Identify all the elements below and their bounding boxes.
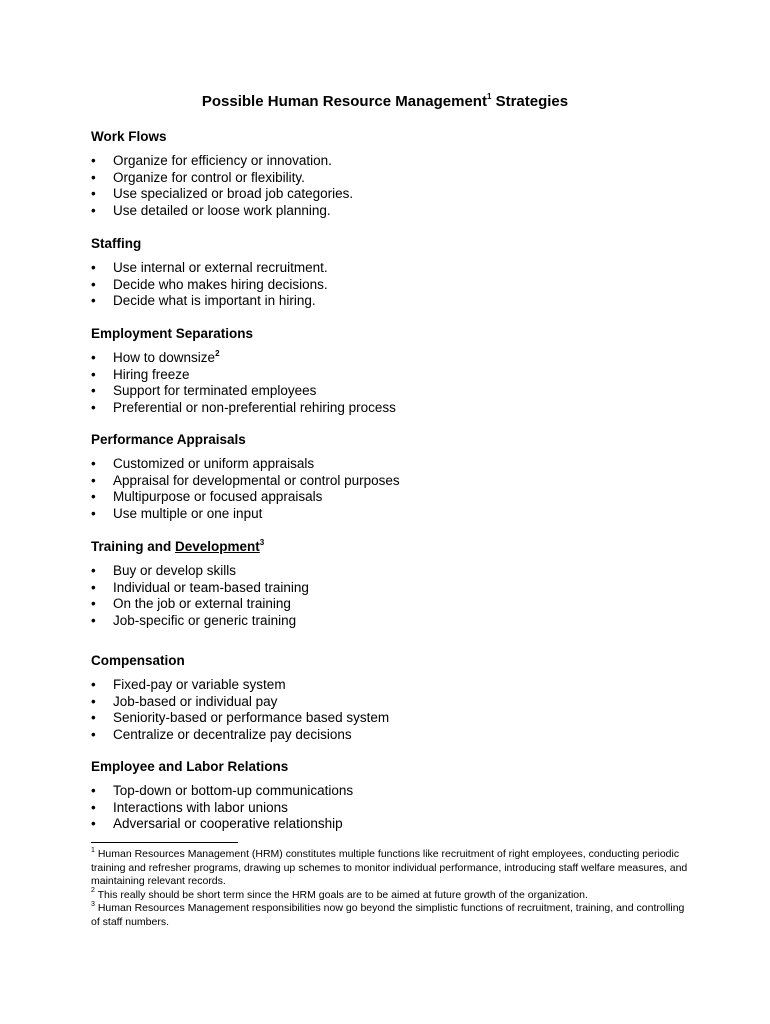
footnotes [91, 848, 691, 929]
list-item: • Preferential or non-preferential rehiring process [91, 399, 396, 415]
list-item: • Buy or develop skills [91, 563, 237, 578]
list-item: • Customized or uniform appraisals [91, 456, 315, 471]
bullet-icon: • [91, 293, 96, 308]
bullet-icon: • [91, 579, 96, 595]
list-item: • Job-specific or generic training [91, 612, 297, 628]
list-item: • Top-down or bottom-up communications [91, 783, 354, 798]
section-performance-appraisals [91, 432, 731, 522]
footnote-3: $^3$ Human Resources Management responsibilities now go beyond the simplistic functions of recruitment, training, and controlling of staff numbers. [91, 900, 685, 928]
footnote-separator [91, 842, 238, 843]
section-heading: Employment Separations [91, 326, 254, 341]
section-heading: Work Flows [91, 129, 167, 144]
bullet-icon: • [91, 799, 96, 815]
section-heading: Staffing [91, 236, 142, 251]
section-compensation [91, 653, 731, 743]
list-item: • Job-based or individual pay [91, 693, 278, 709]
list-item: • Use detailed or loose work planning. [91, 202, 331, 218]
bullet-icon: • [91, 383, 96, 398]
page-title [0, 93, 770, 111]
footnote-2: $^2$ This really should be short term since the HRM goals are to be aimed at future growth of the organization. [91, 887, 588, 901]
list-item: • Adversarial or cooperative relationship [91, 816, 343, 831]
bullet-icon: • [91, 710, 96, 725]
bullet-icon: • [91, 186, 96, 201]
list-item: • Use specialized or broad job categories. [91, 186, 354, 201]
bullet-icon: • [91, 693, 96, 709]
list-item: • Decide what is important in hiring. [91, 293, 316, 308]
list-item: • Use multiple or one input [91, 505, 263, 521]
footnote-ref[interactable]: 3 [259, 537, 265, 547]
bullet-icon: • [91, 169, 96, 185]
bullet-list [91, 350, 731, 416]
footnote-1: $^1$ Human Resources Management (HRM) constitutes multiple functions like recruitment of right employees, conducting periodic training and refresher programs, drawing up schemes to monitor individual performance, introducing staff welfare measures, and maintaining relevant records. [91, 846, 688, 887]
list-item: • Support for terminated employees [91, 383, 317, 398]
bullet-list [91, 783, 731, 833]
section-heading: Performance Appraisals [91, 432, 246, 447]
bullet-list [91, 677, 731, 743]
list-item: • Appraisal for developmental or control purposes [91, 472, 400, 488]
list-item: • Organize for efficiency or innovation. [91, 153, 332, 168]
bullet-list [91, 563, 731, 629]
bullet-icon: • [91, 612, 96, 628]
bullet-icon: • [91, 505, 96, 521]
list-item: • Fixed-pay or variable system [91, 677, 286, 692]
bullet-icon: • [91, 153, 96, 168]
section-work-flows [91, 129, 731, 219]
list-item: • Interactions with labor unions [91, 799, 288, 815]
list-item: • Use internal or external recruitment. [91, 260, 328, 275]
bullet-icon: • [91, 276, 96, 292]
bullet-icon: • [91, 563, 96, 578]
section-employee-labor-relations [91, 759, 731, 833]
list-item: • Decide who makes hiring decisions. [91, 276, 328, 292]
bullet-icon: • [91, 399, 96, 415]
section-employment-separations [91, 326, 731, 416]
bullet-icon: • [91, 260, 96, 275]
list-item: • Hiring freeze [91, 366, 190, 382]
list-item: • Multipurpose or focused appraisals [91, 489, 323, 504]
bullet-list [91, 456, 731, 522]
list-item: • Individual or team-based training [91, 579, 309, 595]
list-item: • Centralize or decentralize pay decisions [91, 726, 352, 742]
bullet-icon: • [91, 596, 96, 611]
section-heading: Employee and Labor Relations [91, 759, 289, 774]
bullet-icon: • [91, 677, 96, 692]
bullet-icon: • [91, 366, 96, 382]
bullet-icon: • [91, 472, 96, 488]
list-item: • How to downsize$^2$ [91, 348, 220, 365]
section-training-development [91, 539, 731, 629]
section-staffing [91, 236, 731, 310]
bullet-list [91, 260, 731, 310]
title-tail: Strategies [491, 93, 569, 110]
title-footnote-ref[interactable]: 1 [486, 92, 492, 101]
title-text: Possible Human Resource Management [201, 93, 487, 110]
bullet-icon: • [91, 456, 96, 471]
bullet-icon: • [91, 726, 96, 742]
bullet-list [91, 153, 731, 219]
bullet-icon: • [91, 816, 96, 831]
bullet-icon: • [91, 489, 96, 504]
list-item: • On the job or external training [91, 596, 291, 611]
bullet-icon: • [91, 202, 96, 218]
section-heading: Compensation [91, 653, 185, 668]
footnote-ref[interactable]: 2 [215, 348, 220, 358]
section-heading: Training and Development$^3$ [91, 537, 265, 554]
bullet-icon: • [91, 783, 96, 798]
list-item: • Seniority-based or performance based system [91, 710, 390, 725]
bullet-icon: • [91, 350, 96, 365]
development-link[interactable]: Development [175, 539, 260, 554]
list-item: • Organize for control or flexibility. [91, 169, 305, 185]
